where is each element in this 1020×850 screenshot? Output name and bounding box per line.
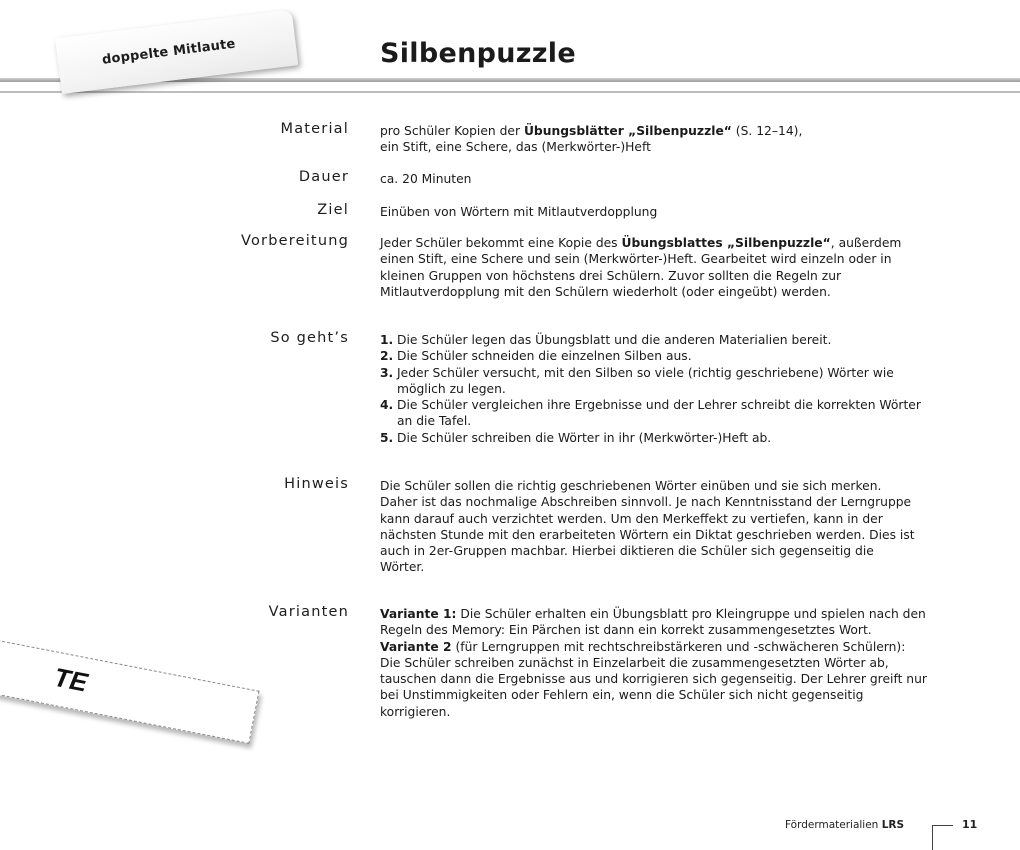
section-content	[380, 235, 935, 300]
text: außerdem einen Stift, eine Schere und sein (Merkwörter-)Heft. Gearbeitet wird einzeln oder in kleinen Gruppen von höchstens drei Schülern. Zuvor sollten die Regeln zur Mitlautverdopplung mit den Schülern wiederholt (oder eingeübt) werden.	[380, 236, 902, 299]
section-label: So geht’s	[270, 330, 349, 346]
topic-tag-text: doppelte Mitlaute	[101, 36, 237, 68]
section-label: Ziel	[317, 202, 349, 218]
section-content	[380, 204, 940, 220]
step-number: 3.	[380, 365, 394, 380]
section-content	[380, 171, 940, 187]
section-content	[380, 332, 940, 446]
footer-bracket-icon	[932, 825, 953, 850]
page-number: 11	[962, 818, 978, 831]
section-content	[380, 606, 928, 720]
steps-list	[380, 332, 940, 446]
footer-bold-text: LRS	[881, 819, 905, 831]
section-content	[380, 478, 915, 576]
step-text: Die Schüler schneiden die einzelnen Silben aus.	[397, 349, 692, 364]
section-label: Hinweis	[284, 476, 349, 492]
te-side-label-text: TE	[51, 661, 90, 698]
list-item	[380, 348, 940, 364]
text: ein Stift, eine Schere, das (Merkwörter-)Heft	[380, 140, 651, 155]
header-rule-thin	[0, 91, 1020, 93]
step-number: 1.	[380, 333, 394, 347]
section-content	[380, 123, 940, 156]
text: ca. 20 Minuten	[380, 172, 472, 186]
text: Die Schüler sollen die richtig geschriebenen Wörter einüben und sie sich merken. Daher ist das nochmalige Abschreiben sinnvoll. Je nach Kenntnisstand der Lerngruppe kann darauf auch verzichtet werden. Um den Merkeffekt zu vertiefen, kann in der nächsten Stunde mit den erarbeiteten Wörtern ein Diktat geschrieben werden. Dies ist auch in 2er-Gruppen machbar. Hierbei diktieren die Schüler sich gegenseitig die Wörter.	[380, 479, 915, 575]
list-item	[380, 397, 940, 430]
text: pro Schüler Kopien der	[380, 124, 524, 138]
list-item	[380, 332, 940, 348]
section-label: Vorbereitung	[240, 233, 349, 249]
bold-text: Übungsblattes „Silbenpuzzle“	[621, 236, 831, 250]
te-side-label	[0, 636, 260, 744]
step-number: 4.	[380, 398, 394, 413]
text: Jeder Schüler bekommt eine Kopie des	[380, 236, 622, 250]
footer-series	[785, 819, 904, 831]
step-text: Die Schüler vergleichen ihre Ergebnisse und der Lehrer schreibt die korrekten Wörter an die Tafel.	[397, 398, 921, 429]
step-number: 5.	[380, 430, 394, 445]
section-label: Dauer	[298, 169, 349, 185]
bold-text: Variante 2	[380, 639, 452, 654]
list-item	[380, 365, 940, 398]
list-item	[380, 430, 940, 446]
bold-text: Übungsblätter „Silbenpuzzle“	[523, 124, 732, 138]
step-text: Die Schüler schreiben die Wörter in ihr (Merkwörter-)Heft ab.	[397, 430, 772, 445]
text: Die Schüler erhalten ein Übungsblatt pro Kleingruppe und spielen nach den Regeln des Memory: Ein Pärchen ist dann ein korrekt zusammengesetztes Wort.	[380, 607, 926, 638]
text: Einüben von Wörtern mit Mitlautverdopplung	[380, 205, 658, 219]
footer-text: Fördermaterialien	[785, 819, 882, 831]
bold-text: Variante 1:	[380, 607, 457, 621]
step-text: Die Schüler legen das Übungsblatt und die anderen Materialien bereit.	[397, 333, 832, 347]
section-label: Varianten	[268, 604, 349, 620]
step-number: 2.	[380, 349, 394, 364]
text: ,	[830, 236, 835, 250]
section-label: Material	[280, 121, 349, 137]
page-title: Silbenpuzzle	[380, 38, 576, 69]
text: (für Lerngruppen mit rechtschreibstärkeren und -schwächeren Schülern): Die Schüler schreiben zunächst in Einzelarbeit die zusammengesetzten Wörter ab, tauschen dann die Ergebnisse aus und korrigieren sich gegenseitig. Der Lehrer greift nur bei Unstimmigkeiten oder Fehlern ein, wenn die Schüler sich nicht gegenseitig korrigieren.	[380, 639, 927, 719]
step-text: Jeder Schüler versucht, mit den Silben so viele (richtig geschriebene) Wörter wie möglich zu legen.	[397, 365, 894, 396]
text: (S. 12–14),	[731, 124, 803, 138]
